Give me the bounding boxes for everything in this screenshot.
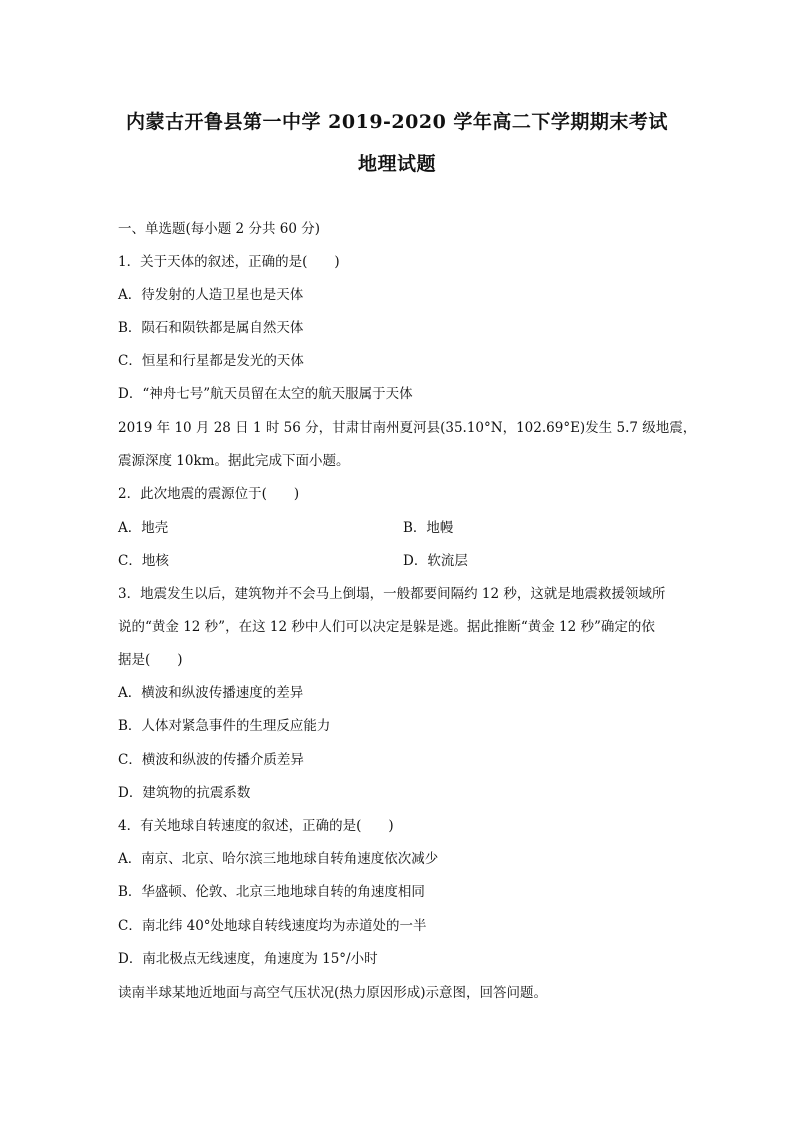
question-2-option-c: C．地核 (118, 553, 169, 569)
question-1-option-c: C．恒星和行星都是发光的天体 (118, 353, 304, 369)
question-4-option-b: B．华盛顿、伦敦、北京三地地球自转的角速度相同 (118, 884, 425, 900)
question-2-option-a: A．地壳 (118, 520, 169, 536)
material-1-line-2: 震源深度 10km。据此完成下面小题。 (118, 453, 350, 469)
question-3-option-c: C．横波和纵波的传播介质差异 (118, 752, 304, 768)
question-4-stem: 4．有关地球自转速度的叙述，正确的是( ) (118, 818, 394, 834)
question-4-option-a: A．南京、北京、哈尔滨三地地球自转角速度依次减少 (118, 851, 439, 867)
question-1-option-d: D．“神舟七号”航天员留在太空的航天服属于天体 (118, 386, 413, 402)
page-subtitle: 地理试题 (357, 153, 436, 175)
question-2-stem: 2．此次地震的震源位于( ) (118, 486, 300, 502)
material-1-line-1: 2019 年 10 月 28 日 1 时 56 分，甘肃甘南州夏河县(35.10°N，102.69°E)发生 5.7 级地震， (118, 420, 697, 436)
question-3-line-3: 据是( ) (118, 652, 183, 668)
material-2: 读南半球某地近地面与高空气压状况(热力原因形成)示意图，回答问题。 (118, 985, 548, 1001)
question-3-line-2: 说的“黄金 12 秒”，在这 12 秒中人们可以决定是躲是逃。据此推断“黄金 12 秒”确定的依 (118, 619, 655, 635)
question-3-option-a: A．横波和纵波传播速度的差异 (118, 685, 304, 701)
section-heading: 一、单选题(每小题 2 分共 60 分) (118, 221, 320, 237)
question-4-option-d: D．南北极点无线速度，角速度为 15°/小时 (118, 951, 378, 967)
question-2-option-d: D．软流层 (403, 553, 468, 569)
question-2-option-b: B．地幔 (403, 520, 454, 536)
question-3-option-d: D．建筑物的抗震系数 (118, 785, 251, 801)
question-3-line-1: 3．地震发生以后，建筑物并不会马上倒塌，一般都要间隔约 12 秒，这就是地震救援领域所 (118, 586, 666, 602)
question-4-option-c: C．南北纬 40°处地球自转线速度均为赤道处的一半 (118, 918, 427, 934)
page-title: 内蒙古开鲁县第一中学 2019-2020 学年高二下学期期末考试 (126, 111, 668, 133)
question-1-stem: 1．关于天体的叙述，正确的是( ) (118, 254, 340, 270)
question-1-option-b: B．陨石和陨铁都是属自然天体 (118, 320, 304, 336)
question-3-option-b: B．人体对紧急事件的生理反应能力 (118, 718, 331, 734)
question-1-option-a: A．待发射的人造卫星也是天体 (118, 287, 304, 303)
